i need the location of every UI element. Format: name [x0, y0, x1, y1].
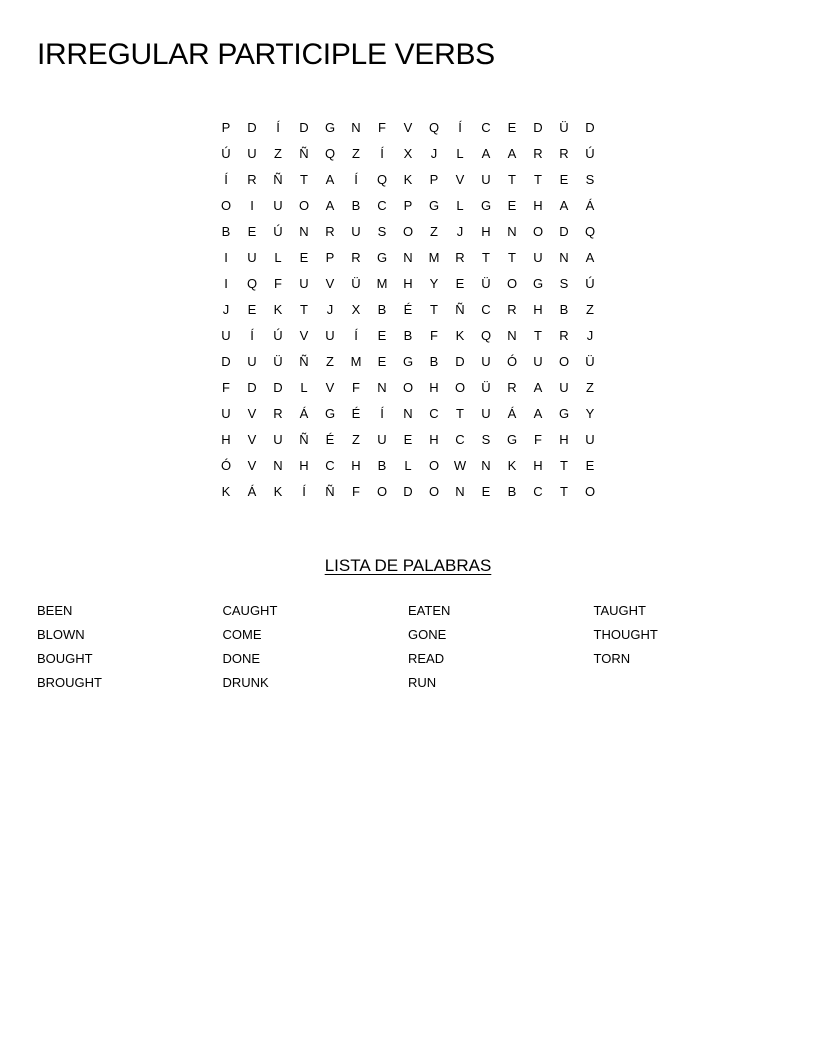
grid-cell: V	[299, 328, 309, 343]
grid-cell: R	[559, 146, 569, 161]
grid-cell: E	[507, 120, 517, 135]
word-list-item: COME	[222, 627, 262, 642]
word-list-item: CAUGHT	[222, 603, 278, 618]
grid-cell: O	[402, 224, 414, 239]
grid-cell: Z	[274, 146, 282, 161]
grid-cell: H	[429, 380, 439, 395]
word-list-column	[408, 599, 594, 695]
grid-cell: Ü	[351, 276, 361, 291]
grid-cell: C	[455, 432, 465, 447]
grid-cell: L	[404, 458, 412, 473]
grid-cell: E	[585, 458, 595, 473]
grid-cell: U	[481, 172, 491, 187]
word-list-item: EATEN	[408, 603, 451, 618]
grid-cell: N	[351, 120, 361, 135]
grid-cell: R	[325, 224, 335, 239]
grid-cell: C	[325, 458, 335, 473]
grid-cell: E	[481, 484, 491, 499]
grid-cell: Q	[324, 146, 336, 161]
grid-cell: B	[559, 302, 569, 317]
word-list-column	[594, 599, 780, 695]
grid-cell: N	[559, 250, 569, 265]
grid-cell: D	[403, 484, 413, 499]
grid-cell: T	[300, 302, 308, 317]
grid-cell: D	[247, 120, 257, 135]
grid-cell: E	[247, 224, 257, 239]
grid-cell: T	[508, 172, 516, 187]
grid-cell: Z	[352, 146, 360, 161]
grid-cell: I	[224, 276, 228, 291]
grid-cell: T	[534, 328, 542, 343]
grid-cell: L	[456, 146, 464, 161]
grid-cell: N	[507, 328, 517, 343]
grid-cell: U	[221, 406, 231, 421]
grid-cell: T	[456, 406, 464, 421]
grid-cell: P	[221, 120, 231, 135]
grid-cell: O	[558, 354, 570, 369]
grid-cell: U	[377, 432, 387, 447]
grid-cell: G	[324, 120, 336, 135]
grid-cell: Z	[326, 354, 334, 369]
grid-cell: N	[299, 224, 309, 239]
grid-cell: E	[455, 276, 465, 291]
grid-cell: U	[533, 250, 543, 265]
grid-cell: B	[507, 484, 517, 499]
grid-cell: U	[247, 250, 257, 265]
grid-cell: T	[560, 484, 568, 499]
grid-cell: V	[247, 432, 257, 447]
grid-cell: U	[351, 224, 361, 239]
grid-cell: Í	[276, 120, 280, 135]
grid-cell: A	[481, 146, 491, 161]
grid-cell: Ñ	[299, 432, 309, 447]
grid-cell: U	[585, 432, 595, 447]
grid-cell: R	[507, 380, 517, 395]
grid-cell: U	[221, 328, 231, 343]
grid-cell: H	[403, 276, 413, 291]
grid-cell: V	[247, 406, 257, 421]
grid-cell: Í	[354, 328, 358, 343]
grid-cell: Í	[380, 146, 384, 161]
grid-cell: T	[300, 172, 308, 187]
grid-cell: D	[455, 354, 465, 369]
grid-cell: H	[533, 458, 543, 473]
grid-cell: K	[273, 484, 283, 499]
grid-cell: F	[352, 380, 360, 395]
grid-cell: B	[429, 354, 439, 369]
grid-cell: A	[325, 198, 335, 213]
grid-cell: G	[428, 198, 440, 213]
word-list-column	[37, 599, 223, 695]
grid-cell: M	[428, 250, 440, 265]
grid-cell: U	[273, 432, 283, 447]
grid-cell: P	[403, 198, 413, 213]
grid-cell: B	[351, 198, 361, 213]
grid-cell: Í	[250, 328, 254, 343]
grid-cell: X	[403, 146, 413, 161]
grid-cell: U	[247, 354, 257, 369]
word-list-item: BLOWN	[37, 627, 85, 642]
grid-cell: Z	[430, 224, 438, 239]
grid-cell: U	[273, 198, 283, 213]
grid-cell: Ñ	[325, 484, 335, 499]
grid-cell: B	[377, 302, 387, 317]
word-list-item: TAUGHT	[593, 603, 646, 618]
grid-cell: O	[298, 198, 310, 213]
grid-cell: Á	[585, 198, 595, 213]
grid-cell: R	[507, 302, 517, 317]
grid-cell: E	[377, 328, 387, 343]
grid-cell: H	[481, 224, 491, 239]
grid-cell: V	[247, 458, 257, 473]
grid-cell: E	[507, 198, 517, 213]
grid-cell: J	[222, 302, 230, 317]
grid-cell: Q	[246, 276, 258, 291]
grid-cell: N	[455, 484, 465, 499]
grid-cell: W	[453, 458, 467, 473]
grid-cell: Í	[458, 120, 462, 135]
grid-cell: É	[403, 302, 413, 317]
grid-cell: S	[481, 432, 491, 447]
grid-cell: J	[456, 224, 464, 239]
grid-cell: J	[586, 328, 594, 343]
word-list-item: THOUGHT	[593, 627, 658, 642]
grid-cell: R	[247, 172, 257, 187]
grid-cell: Ú	[585, 146, 595, 161]
grid-cell: Q	[584, 224, 596, 239]
grid-cell: V	[325, 276, 335, 291]
grid-cell: K	[507, 458, 517, 473]
grid-cell: K	[455, 328, 465, 343]
grid-cell: T	[430, 302, 438, 317]
grid-cell: V	[325, 380, 335, 395]
grid-cell: B	[221, 224, 231, 239]
grid-cell: V	[403, 120, 413, 135]
grid-cell: Ú	[273, 224, 283, 239]
grid-cell: Ü	[273, 354, 283, 369]
grid-cell: N	[377, 380, 387, 395]
grid-cell: I	[224, 250, 228, 265]
word-list-item: GONE	[408, 627, 447, 642]
grid-cell: H	[221, 432, 231, 447]
grid-cell: E	[377, 354, 387, 369]
grid-cell: C	[533, 484, 543, 499]
grid-cell: F	[274, 276, 282, 291]
grid-cell: Q	[428, 120, 440, 135]
grid-cell: U	[299, 276, 309, 291]
word-list-item: BROUGHT	[37, 675, 102, 690]
grid-cell: Ü	[585, 354, 595, 369]
page-title: IRREGULAR PARTICIPLE VERBS	[37, 38, 495, 71]
grid-cell: Y	[585, 406, 595, 421]
grid-cell: B	[377, 458, 387, 473]
grid-cell: T	[508, 250, 516, 265]
grid-cell: B	[403, 328, 413, 343]
grid-cell: Í	[354, 172, 358, 187]
grid-cell: U	[247, 146, 257, 161]
word-list-item: DONE	[222, 651, 261, 666]
grid-cell: G	[376, 250, 388, 265]
grid-cell: N	[403, 406, 413, 421]
grid-cell: G	[324, 406, 336, 421]
grid-cell: Ñ	[455, 302, 465, 317]
word-list-item: READ	[408, 651, 445, 666]
grid-cell: J	[326, 302, 334, 317]
grid-cell: Ü	[559, 120, 569, 135]
word-list-item: BEEN	[37, 603, 73, 618]
grid-cell: N	[507, 224, 517, 239]
grid-cell: R	[351, 250, 361, 265]
grid-cell: E	[299, 250, 309, 265]
grid-cell: H	[533, 302, 543, 317]
grid-cell: O	[428, 458, 440, 473]
grid-cell: Ü	[481, 276, 491, 291]
grid-cell: O	[220, 198, 232, 213]
grid-cell: E	[559, 172, 569, 187]
grid-cell: Ú	[585, 276, 595, 291]
grid-cell: Q	[376, 172, 388, 187]
grid-cell: É	[351, 406, 361, 421]
grid-cell: M	[376, 276, 388, 291]
grid-cell: É	[325, 432, 335, 447]
grid-cell: T	[560, 458, 568, 473]
grid-cell: O	[584, 484, 596, 499]
grid-cell: D	[585, 120, 595, 135]
grid-cell: G	[558, 406, 570, 421]
grid-cell: F	[534, 432, 542, 447]
grid-cell: R	[559, 328, 569, 343]
grid-cell: A	[559, 198, 569, 213]
grid-cell: Ü	[481, 380, 491, 395]
grid-cell: U	[481, 406, 491, 421]
grid-cell: U	[559, 380, 569, 395]
grid-cell: A	[533, 406, 543, 421]
grid-cell: A	[507, 146, 517, 161]
word-list-item: DRUNK	[222, 675, 269, 690]
grid-cell: P	[325, 250, 335, 265]
word-list-title: LISTA DE PALABRAS	[324, 556, 492, 575]
grid-cell: H	[429, 432, 439, 447]
grid-cell: T	[482, 250, 490, 265]
grid-cell: Ú	[221, 146, 231, 161]
grid-cell: O	[454, 380, 466, 395]
grid-cell: Z	[586, 302, 594, 317]
grid-cell: X	[351, 302, 361, 317]
grid-cell: J	[430, 146, 438, 161]
grid-cell: L	[300, 380, 308, 395]
grid-cell: A	[533, 380, 543, 395]
grid-cell: N	[403, 250, 413, 265]
grid-cell: R	[273, 406, 283, 421]
grid-cell: E	[403, 432, 413, 447]
grid-cell: Í	[302, 484, 306, 499]
grid-cell: Í	[224, 172, 228, 187]
grid-cell: D	[533, 120, 543, 135]
grid-cell: I	[250, 198, 254, 213]
grid-cell: A	[585, 250, 595, 265]
grid-cell: U	[533, 354, 543, 369]
word-search-grid	[213, 115, 603, 505]
word-list-item: RUN	[408, 675, 437, 690]
grid-cell: G	[506, 432, 518, 447]
grid-cell: R	[455, 250, 465, 265]
grid-cell: Z	[352, 432, 360, 447]
grid-cell: Ó	[506, 354, 518, 369]
grid-cell: Z	[586, 380, 594, 395]
grid-cell: Á	[247, 484, 257, 499]
word-list	[37, 599, 779, 695]
grid-cell: O	[428, 484, 440, 499]
grid-cell: C	[481, 302, 491, 317]
grid-cell: U	[481, 354, 491, 369]
grid-cell: T	[534, 172, 542, 187]
grid-cell: H	[351, 458, 361, 473]
grid-cell: Ú	[273, 328, 283, 343]
grid-cell: R	[533, 146, 543, 161]
grid-cell: Y	[429, 276, 439, 291]
word-list-item: TORN	[593, 651, 631, 666]
word-list-heading	[0, 555, 816, 577]
grid-cell: P	[429, 172, 439, 187]
grid-cell: Á	[299, 406, 309, 421]
grid-cell: K	[273, 302, 283, 317]
grid-cell: H	[559, 432, 569, 447]
grid-cell: N	[273, 458, 283, 473]
grid-cell: H	[299, 458, 309, 473]
grid-cell: Á	[507, 406, 517, 421]
grid-cell: E	[247, 302, 257, 317]
grid-cell: O	[376, 484, 388, 499]
grid-cell: S	[377, 224, 387, 239]
grid-cell: A	[325, 172, 335, 187]
grid-cell: F	[352, 484, 360, 499]
grid-cell: V	[455, 172, 465, 187]
word-list-item: BOUGHT	[37, 651, 93, 666]
grid-cell: Í	[380, 406, 384, 421]
grid-cell: O	[402, 380, 414, 395]
grid-cell: F	[378, 120, 386, 135]
grid-cell: G	[480, 198, 492, 213]
grid-cell: K	[403, 172, 413, 187]
grid-cell: Q	[480, 328, 492, 343]
grid-cell: C	[429, 406, 439, 421]
grid-cell: C	[481, 120, 491, 135]
grid-cell: S	[585, 172, 595, 187]
grid-cell: K	[221, 484, 231, 499]
grid-cell: F	[430, 328, 438, 343]
grid-cell: U	[325, 328, 335, 343]
grid-cell: L	[456, 198, 464, 213]
grid-cell: S	[559, 276, 569, 291]
grid-cell: Ñ	[299, 354, 309, 369]
word-list-column	[223, 599, 409, 695]
grid-cell: F	[222, 380, 230, 395]
grid-cell: O	[532, 224, 544, 239]
grid-cell: L	[274, 250, 282, 265]
grid-cell: D	[299, 120, 309, 135]
grid-cell: M	[350, 354, 362, 369]
grid-cell: H	[533, 198, 543, 213]
grid-cell: G	[532, 276, 544, 291]
grid-cell: D	[221, 354, 231, 369]
grid-cell: Ñ	[273, 172, 283, 187]
grid-cell: G	[402, 354, 414, 369]
grid-cell: D	[273, 380, 283, 395]
grid-cell: D	[247, 380, 257, 395]
grid-cell: Ó	[220, 458, 232, 473]
grid-cell: O	[506, 276, 518, 291]
grid-cell: Ñ	[299, 146, 309, 161]
grid-cell: D	[559, 224, 569, 239]
grid-cell: C	[377, 198, 387, 213]
grid-cell: N	[481, 458, 491, 473]
